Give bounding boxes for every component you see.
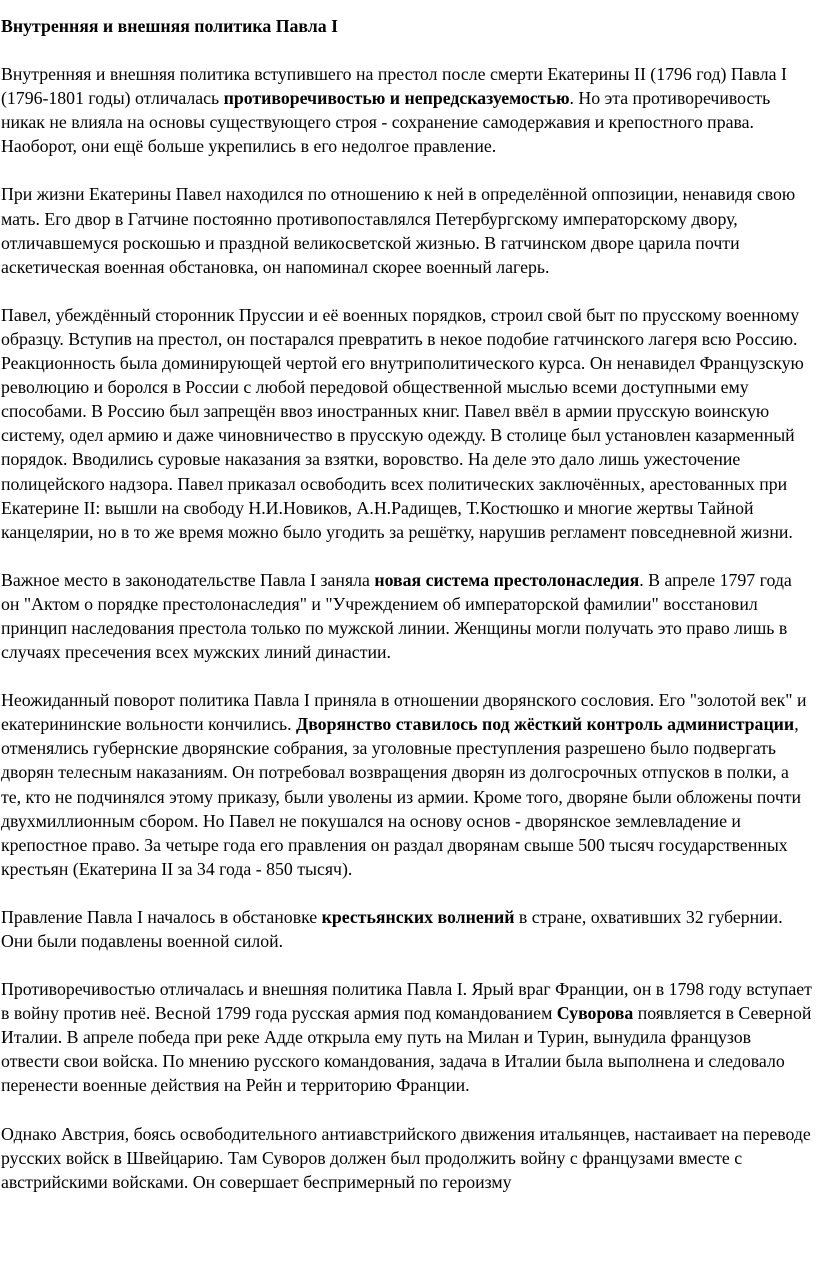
- paragraph: [1, 62, 812, 158]
- text-run: Правление Павла I началось в обстановке: [1, 906, 322, 927]
- document-title: Внутренняя и внешняя политика Павла I: [1, 16, 339, 36]
- text-run: Важное место в законодательстве Павла I заняла: [1, 569, 375, 590]
- paragraph: [1, 688, 812, 881]
- text-run: Противоречивостью отличалась и внешняя политика Павла I. Ярый враг Франции, он в 1798 году вступает в войну против неё. Весной 1799 года русская армия под командованием: [1, 979, 812, 1024]
- text-run: появляется в Северной Италии. В апреле победа при реке Адде открыла ему путь на Милан и Турин, вынудила французов отвести свои войска. По мнению русского командования, задача в Италии была выполнена и следовало перенести военные действия на Рейн и территорию Франции.: [1, 1003, 812, 1096]
- paragraph: [1, 1122, 812, 1194]
- text-run: . Но эта противоречивость никак не влияла на основы существующего строя - сохранение самодержавия и крепостного права. Наоборот, они ещё больше укрепились в его недолгое правление.: [1, 88, 771, 157]
- text-run: . В апреле 1797 года он "Актом о порядке престолонаследия" и "Учреждением об императорской фамилии" восстановил принцип наследования престола только по мужской линии. Женщины могли получать это право лишь в случаях пресечения всех мужских линий династии.: [1, 569, 792, 663]
- paragraph: [1, 905, 812, 953]
- paragraph: [1, 977, 812, 1097]
- text-run: Внутренняя и внешняя политика вступившего на престол после смерти Екатерины II (1796 год) Павла I (1796-1801 годы) отличалась: [1, 64, 787, 109]
- document-body: [1, 62, 812, 1194]
- text-run: в стране, охвативших 32 губернии. Они были подавлены военной силой.: [1, 906, 783, 951]
- paragraph: [1, 568, 812, 664]
- text-run: , отменялись губернские дворянские собрания, за уголовные преступления разрешено было подвергать дворян телесным наказаниям. Он потребовал возвращения дворян из долгосрочных отпусков в полки, а те, кто не подчинялся этому приказу, были уволены из армии. Кроме того, дворяне были обложены почти двухмиллионным сбором. Но Павел не покушался на основу основ - дворянское землевладение и крепостное право. За четыре года его правления он раздал дворянам свыше 500 тысяч государственных крестьян (Екатерина II за 34 года - 850 тысяч).: [1, 714, 802, 879]
- document-page: [0, 14, 816, 1218]
- text-run: Однако Австрия, боясь освободительного антиавстрийского движения итальянцев, настаивает на переводе русских войск в Швейцарию. Там Суворов должен был продолжить войну с французами вместе с австрийскими войсками. Он совершает беспримерный по героизму: [1, 1123, 811, 1192]
- bold-text: противоречивостью и непредсказуемостью: [223, 88, 570, 109]
- bold-text: крестьянских волнений: [321, 906, 515, 927]
- paragraph: [1, 182, 812, 278]
- bold-text: Суворова: [556, 1003, 634, 1024]
- bold-text: новая система престолонаследия: [374, 569, 640, 590]
- text-run: Неожиданный поворот политика Павла I приняла в отношении дворянского сословия. Его "золотой век" и екатерининские вольности кончились.: [1, 690, 807, 735]
- bold-text: Дворянство ставилось под жёсткий контроль администрации: [295, 714, 795, 735]
- paragraph: [1, 303, 812, 544]
- text-run: При жизни Екатерины Павел находился по отношению к ней в определённой оппозиции, ненавидя свою мать. Его двор в Гатчине постоянно противопоставлялся Петербургскому императорскому двору, отличавшемуся роскошью и праздной великосветской жизнью. В гатчинском дворе царила почти аскетическая военная обстановка, он напоминал скорее военный лагерь.: [1, 184, 796, 277]
- text-run: Павел, убеждённый сторонник Пруссии и её военных порядков, строил свой быт по прусскому военному образцу. Вступив на престол, он постарался превратить в некое подобие гатчинского лагеря всю Россию. Реакционность была доминирующей чертой его внутриполитического курса. Он ненавидел Французскую революцию и боролся в России с любой передовой общественной мыслью всеми доступными ему способами. В Россию был запрещён ввоз иностранных книг. Павел ввёл в армии прусскую воинскую систему, одел армию и даже чиновничество в прусскую одежду. В столице был установлен казарменный порядок. Вводились суровые наказания за взятки, воровство. На деле это дало лишь ужесточение полицейского надзора. Павел приказал освободить всех политических заключённых, арестованных при Екатерине II: вышли на свободу Н.И.Новиков, А.Н.Радищев, Т.Костюшко и многие жертвы Тайной канцелярии, но в то же время можно было угодить за решётку, нарушив регламент повседневной жизни.: [1, 304, 804, 542]
